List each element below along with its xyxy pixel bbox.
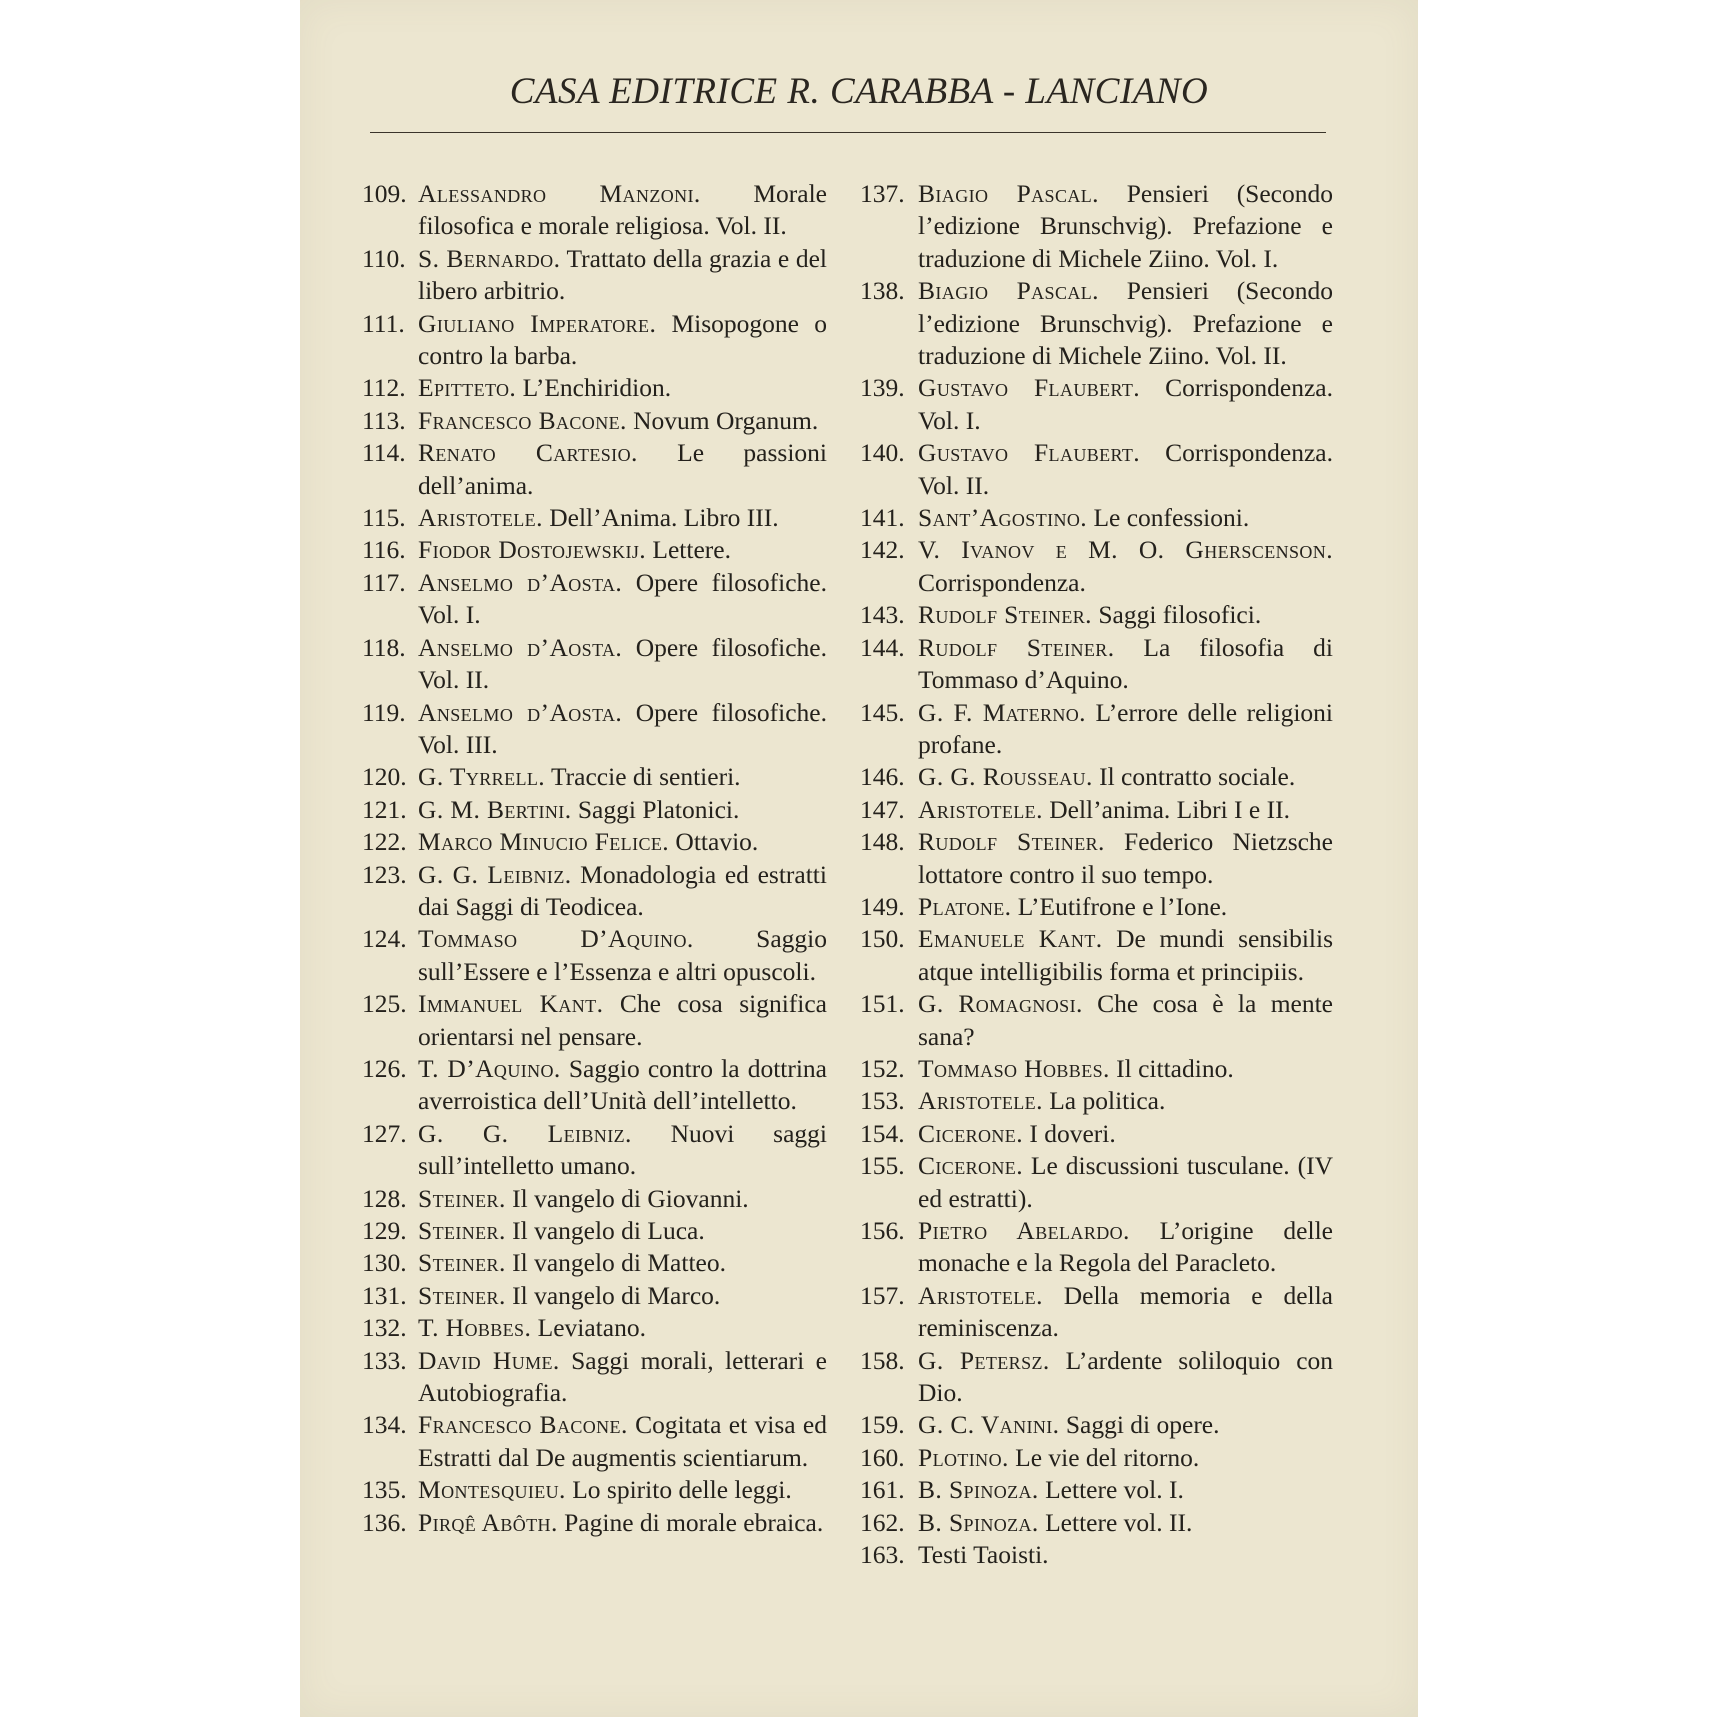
entry-number: 149. — [860, 891, 905, 921]
catalog-entry — [362, 308, 827, 373]
catalog-entry — [362, 567, 827, 632]
entry-author: Immanuel Kant. — [418, 989, 604, 1019]
entry-author: Rudolf Steiner. — [918, 600, 1092, 630]
entry-number: 154. — [860, 1118, 905, 1148]
entry-title: Lo spirito delle leggi. — [572, 1475, 792, 1505]
entry-author: Giuliano Imperatore. — [418, 308, 657, 338]
entry-number: 128. — [362, 1183, 407, 1213]
catalog-entry — [860, 178, 1333, 275]
entry-text — [418, 1247, 827, 1279]
entry-title: Il cittadino. — [1116, 1053, 1234, 1083]
entry-title: Testi Taoisti. — [918, 1540, 1049, 1570]
entry-author: Biagio Pascal. — [918, 179, 1099, 208]
entry-title: Le vie del ritorno. — [1015, 1442, 1200, 1472]
entry-number: 110. — [362, 243, 406, 273]
entry-text — [918, 502, 1333, 534]
entry-text — [418, 178, 827, 243]
catalog-entry — [860, 697, 1333, 762]
entry-author: G. F. Materno. — [918, 697, 1086, 727]
entry-author: Steiner. — [418, 1248, 506, 1278]
entry-number: 112. — [362, 373, 406, 403]
entry-author: Cicerone. — [918, 1118, 1023, 1148]
catalog-entry — [362, 1053, 827, 1118]
entry-title: La filosofia di Tommaso d’Aquino. — [918, 632, 1333, 695]
entry-number: 163. — [860, 1540, 905, 1570]
entry-author: G. G. Leibniz. — [418, 1118, 632, 1148]
entry-text — [418, 308, 827, 373]
entry-title: Che cosa significa orientarsi nel pensare. — [418, 989, 827, 1051]
catalog-entry — [362, 1312, 827, 1344]
entry-number: 134. — [362, 1410, 407, 1440]
entry-title: Il vangelo di Marco. — [512, 1280, 721, 1310]
entry-text — [418, 567, 827, 632]
entry-title: Saggi Platonici. — [577, 794, 740, 824]
catalog-list-right — [860, 178, 1333, 1571]
catalog-entry — [362, 534, 827, 566]
entry-number: 146. — [860, 762, 905, 792]
entry-number: 117. — [362, 567, 406, 597]
entry-number: 153. — [860, 1086, 905, 1116]
entry-number: 109. — [362, 179, 407, 208]
entry-number: 124. — [362, 924, 407, 954]
entry-text — [918, 1345, 1333, 1410]
entry-title: La politica. — [1049, 1086, 1166, 1116]
catalog-entry — [860, 599, 1333, 631]
entry-title: Novum Organum. — [633, 405, 819, 435]
catalog-entry — [860, 1539, 1333, 1571]
entry-number: 142. — [860, 535, 905, 565]
entry-text — [918, 1442, 1333, 1474]
entry-text — [418, 761, 827, 793]
catalog-entry — [362, 1247, 827, 1279]
entry-number: 131. — [362, 1280, 407, 1310]
entry-author: B. Spinoza. — [918, 1507, 1039, 1537]
entry-text — [918, 697, 1333, 762]
entry-title: Le passioni dell’anima. — [418, 438, 827, 500]
entry-number: 141. — [860, 503, 905, 533]
entry-number: 113. — [362, 405, 406, 435]
catalog-entry — [362, 826, 827, 858]
entry-number: 148. — [860, 827, 905, 857]
entry-text — [918, 923, 1333, 988]
entry-author: Emanuele Kant. — [918, 924, 1103, 954]
entry-title: De mundi sensibilis atque intelligibilis forma et principiis. — [918, 924, 1333, 986]
catalog-entry — [860, 1215, 1333, 1280]
catalog-entry — [362, 1280, 827, 1312]
entry-author: G. G. Leibniz. — [418, 859, 572, 889]
entry-text — [418, 534, 827, 566]
entry-author: V. Ivanov e M. O. Gherscenson. — [918, 535, 1333, 565]
entry-author: Steiner. — [418, 1183, 506, 1213]
entry-text — [918, 1280, 1333, 1345]
entry-text — [418, 1507, 827, 1539]
catalog-entry — [860, 437, 1333, 502]
entry-title: Pagine di morale ebraica. — [564, 1507, 824, 1537]
entry-author: Marco Minucio Felice. — [418, 827, 670, 857]
entry-title: Lettere. — [652, 535, 731, 565]
catalog-entry — [860, 794, 1333, 826]
entry-title: Nuovi saggi sull’intelletto umano. — [418, 1118, 827, 1181]
entry-author: Platone. — [918, 891, 1012, 921]
entry-author: G. Tyrrell. — [418, 762, 546, 792]
entry-text — [418, 437, 827, 502]
catalog-entry — [362, 794, 827, 826]
entry-number: 151. — [860, 989, 905, 1019]
entry-number: 158. — [860, 1345, 905, 1375]
entry-text — [918, 1474, 1333, 1506]
catalog-entry — [362, 923, 827, 988]
catalog-entry — [860, 534, 1333, 599]
entry-title: Saggio sull’Essere e l’Essenza e altri opuscoli. — [418, 924, 827, 986]
entry-author: G. G. Rousseau. — [918, 762, 1093, 792]
catalog-list-left — [362, 178, 827, 1539]
catalog-column-left — [362, 178, 827, 1539]
catalog-entry — [362, 502, 827, 534]
entry-number: 144. — [860, 632, 905, 662]
entry-title: Lettere vol. I. — [1045, 1475, 1184, 1505]
catalog-entry — [362, 1118, 827, 1183]
entry-number: 126. — [362, 1053, 407, 1083]
catalog-entry — [362, 761, 827, 793]
entry-title: Le confessioni. — [1093, 503, 1250, 533]
entry-text — [418, 372, 827, 404]
entry-text — [918, 1150, 1333, 1215]
entry-number: 122. — [362, 827, 407, 857]
catalog-entry — [860, 988, 1333, 1053]
catalog-entry — [362, 1183, 827, 1215]
entry-number: 150. — [860, 924, 905, 954]
entry-number: 130. — [362, 1248, 407, 1278]
entry-text — [418, 243, 827, 308]
entry-title: Morale filosofica e morale religiosa. Vol. II. — [418, 179, 827, 241]
entry-author: T. Hobbes. — [418, 1313, 532, 1343]
entry-number: 123. — [362, 859, 407, 889]
entry-number: 116. — [362, 535, 406, 565]
catalog-entry — [860, 891, 1333, 923]
entry-number: 135. — [362, 1475, 407, 1505]
entry-author: G. Romagnosi. — [918, 989, 1083, 1019]
entry-author: Montesquieu. — [418, 1475, 566, 1505]
entry-text — [418, 405, 827, 437]
entry-number: 162. — [860, 1507, 905, 1537]
entry-number: 138. — [860, 276, 905, 306]
catalog-entry — [362, 697, 827, 762]
entry-author: Steiner. — [418, 1216, 506, 1245]
entry-title: L’Enchiridion. — [522, 373, 672, 403]
catalog-entry — [860, 1085, 1333, 1117]
entry-number: 147. — [860, 794, 905, 824]
entry-title: L’ardente soliloquio con Dio. — [918, 1345, 1334, 1408]
entry-title: Opere filosofiche. Vol. II. — [418, 632, 828, 695]
entry-author: Alessandro Manzoni. — [418, 179, 701, 208]
entry-author: Francesco Bacone. — [418, 1410, 628, 1440]
entry-number: 118. — [362, 632, 406, 662]
entry-title: Ottavio. — [675, 827, 759, 857]
catalog-entry — [362, 372, 827, 404]
entry-text — [418, 923, 827, 988]
catalog-entry — [362, 632, 827, 697]
entry-number: 133. — [362, 1345, 407, 1375]
entry-text — [918, 599, 1333, 631]
entry-author: Anselmo d’Aosta. — [418, 632, 623, 662]
entry-text — [918, 437, 1333, 502]
entry-title: L’origine delle monache e la Regola del Paracleto. — [918, 1216, 1333, 1278]
entry-author: Epitteto. — [418, 373, 517, 403]
entry-title: Lettere vol. II. — [1045, 1507, 1193, 1537]
entry-title: L’errore delle religioni profane. — [918, 697, 1333, 759]
entry-title: Misopogone o contro la barba. — [418, 308, 827, 371]
entry-author: Steiner. — [418, 1280, 506, 1310]
catalog-entry — [860, 1409, 1333, 1441]
entry-text — [418, 988, 827, 1053]
entry-title: Opere filosofiche. Vol. I. — [418, 567, 828, 630]
entry-author: Sant’Agostino. — [918, 503, 1088, 533]
entry-author: David Hume. — [418, 1345, 560, 1375]
entry-title: Corrispondenza. Vol. II. — [918, 438, 1333, 500]
entry-title: Il contratto sociale. — [1099, 762, 1296, 792]
entry-number: 139. — [860, 373, 905, 403]
entry-title: Corrispondenza. — [918, 567, 1086, 597]
entry-text — [918, 1118, 1333, 1150]
entry-text — [918, 372, 1333, 437]
entry-author: Fiodor Dostojewskij. — [418, 535, 647, 565]
entry-text — [918, 794, 1333, 826]
entry-text — [918, 632, 1333, 697]
entry-number: 157. — [860, 1280, 905, 1310]
catalog-entry — [860, 502, 1333, 534]
entry-text — [418, 1183, 827, 1215]
entry-author: Aristotele. — [918, 1086, 1043, 1116]
entry-author: Aristotele. — [418, 503, 543, 533]
catalog-entry — [860, 826, 1333, 891]
entry-number: 127. — [362, 1118, 407, 1148]
entry-author: G. M. Bertini. — [418, 794, 572, 824]
entry-title: Cogitata et visa ed Estratti dal De augmentis scientiarum. — [418, 1410, 828, 1472]
entry-author: S. Bernardo. — [418, 243, 561, 273]
entry-author: Tommaso Hobbes. — [918, 1053, 1110, 1083]
entry-title: Traccie di sentieri. — [550, 762, 741, 792]
header-divider — [370, 132, 1326, 133]
entry-author: Rudolf Steiner. — [918, 632, 1115, 662]
catalog-entry — [860, 372, 1333, 437]
entry-text — [918, 534, 1333, 599]
entry-title: Corrispondenza. Vol. I. — [918, 373, 1333, 435]
entry-author: Francesco Bacone. — [418, 405, 627, 435]
entry-title: Saggi filosofici. — [1098, 600, 1262, 630]
entry-text — [918, 988, 1333, 1053]
entry-title: Pensieri (Secondo l’edizione Brunschvig). Prefazione e traduzione di Michele Ziino. Vol. I. — [918, 179, 1333, 273]
catalog-entry — [362, 1409, 827, 1474]
entry-text — [918, 1507, 1333, 1539]
entry-text — [418, 1280, 827, 1312]
entry-number: 145. — [860, 697, 905, 727]
entry-author: Gustavo Flaubert. — [918, 373, 1141, 403]
entry-text — [918, 178, 1333, 275]
catalog-entry — [860, 1442, 1333, 1474]
entry-text — [918, 1085, 1333, 1117]
entry-title: Il vangelo di Giovanni. — [512, 1183, 749, 1213]
entry-number: 159. — [860, 1410, 905, 1440]
entry-text — [418, 1215, 827, 1247]
entry-text — [418, 1345, 827, 1410]
publisher-header: CASA EDITRICE R. CARABBA - LANCIANO — [509, 71, 1209, 112]
catalog-entry — [860, 761, 1333, 793]
entry-number: 161. — [860, 1475, 905, 1505]
entry-author: Anselmo d’Aosta. — [418, 567, 623, 597]
entry-title: Opere filosofiche. Vol. III. — [418, 697, 828, 759]
entry-text — [918, 826, 1333, 891]
catalog-entry — [860, 1474, 1333, 1506]
entry-number: 121. — [362, 794, 407, 824]
entry-text — [418, 1118, 827, 1183]
entry-title: Monadologia ed estratti dai Saggi di Teodicea. — [418, 859, 827, 921]
entry-number: 129. — [362, 1216, 407, 1245]
entry-text — [418, 826, 827, 858]
entry-text — [418, 632, 827, 697]
entry-author: G. Petersz. — [918, 1345, 1050, 1375]
catalog-entry — [860, 1118, 1333, 1150]
entry-number: 152. — [860, 1053, 905, 1083]
entry-text — [918, 1409, 1333, 1441]
entry-author: Renato Cartesio. — [418, 438, 638, 468]
entry-title: Le discussioni tusculane. (IV ed estratti). — [918, 1151, 1334, 1213]
entry-text — [418, 1409, 827, 1474]
entry-number: 115. — [362, 503, 406, 533]
entry-author: Gustavo Flaubert. — [918, 438, 1141, 468]
entry-number: 114. — [362, 438, 406, 468]
entry-number: 155. — [860, 1151, 905, 1181]
entry-text — [418, 859, 827, 924]
entry-author: Pietro Abelardo. — [918, 1216, 1130, 1245]
catalog-entry — [362, 243, 827, 308]
entry-author: Rudolf Steiner. — [918, 827, 1105, 857]
entry-number: 111. — [362, 308, 405, 338]
entry-author: Tommaso D’Aquino. — [418, 924, 694, 954]
entry-title: Dell’Anima. Libro III. — [549, 503, 779, 533]
catalog-entry — [860, 923, 1333, 988]
entry-author: T. D’Aquino. — [418, 1053, 561, 1083]
entry-title: Saggio contro la dottrina averroistica dell’Unità dell’intelletto. — [418, 1053, 828, 1116]
entry-title: Leviatano. — [537, 1313, 646, 1343]
catalog-entry — [362, 988, 827, 1053]
catalog-column-right — [860, 178, 1333, 1571]
entry-author: Aristotele. — [918, 794, 1043, 824]
entry-text — [418, 1474, 827, 1506]
catalog-entry — [362, 178, 827, 243]
entry-text — [418, 502, 827, 534]
entry-title: Trattato della grazia e del libero arbitrio. — [418, 243, 827, 306]
catalog-entry — [860, 1507, 1333, 1539]
entry-text — [418, 1053, 827, 1118]
entry-number: 160. — [860, 1442, 905, 1472]
entry-text — [418, 794, 827, 826]
catalog-entry — [860, 1150, 1333, 1215]
entry-author: Biagio Pascal. — [918, 276, 1099, 306]
entry-title: Saggi di opere. — [1065, 1410, 1220, 1440]
entry-text — [918, 891, 1333, 923]
entry-text — [918, 1215, 1333, 1280]
entry-title: Pensieri (Secondo l’edizione Brunschvig). Prefazione e traduzione di Michele Ziino. Vol. II. — [918, 276, 1333, 371]
entry-author: Plotino. — [918, 1442, 1009, 1472]
catalog-entry — [362, 1507, 827, 1539]
entry-number: 137. — [860, 179, 905, 208]
entry-title: Il vangelo di Luca. — [512, 1216, 705, 1245]
entry-text — [918, 1539, 1333, 1571]
catalog-entry — [362, 1215, 827, 1247]
entry-text — [918, 1053, 1333, 1085]
entry-number: 125. — [362, 989, 407, 1019]
catalog-entry — [362, 859, 827, 924]
entry-number: 136. — [362, 1507, 407, 1537]
entry-title: Della memoria e della reminiscenza. — [918, 1280, 1334, 1343]
catalog-entry — [860, 1280, 1333, 1345]
entry-text — [418, 697, 827, 762]
entry-title: Federico Nietzsche lottatore contro il suo tempo. — [918, 827, 1334, 889]
entry-title: Che cosa è la mente sana? — [918, 989, 1333, 1051]
catalog-page — [300, 0, 1418, 1717]
entry-number: 156. — [860, 1216, 905, 1245]
entry-number: 120. — [362, 762, 407, 792]
entry-title: Il vangelo di Matteo. — [512, 1248, 726, 1278]
entry-title: Dell’anima. Libri I e II. — [1049, 794, 1290, 824]
entry-title: Saggi morali, letterari e Autobiografia. — [418, 1345, 827, 1408]
catalog-entry — [860, 275, 1333, 372]
entry-number: 143. — [860, 600, 905, 630]
entry-number: 119. — [362, 697, 406, 727]
catalog-entry — [860, 1053, 1333, 1085]
entry-author: G. C. Vanini. — [918, 1410, 1060, 1440]
catalog-entry — [860, 1345, 1333, 1410]
catalog-entry — [362, 405, 827, 437]
entry-author: Cicerone. — [918, 1151, 1023, 1181]
catalog-entry — [362, 437, 827, 502]
entry-author: Pirqê Abôth. — [418, 1507, 558, 1537]
entry-text — [918, 761, 1333, 793]
entry-text — [418, 1312, 827, 1344]
entry-author: Aristotele. — [918, 1280, 1043, 1310]
catalog-entry — [362, 1345, 827, 1410]
entry-author: B. Spinoza. — [918, 1475, 1039, 1505]
catalog-entry — [362, 1474, 827, 1506]
entry-author: Anselmo d’Aosta. — [418, 697, 623, 727]
entry-number: 140. — [860, 438, 905, 468]
entry-text — [918, 275, 1333, 372]
catalog-entry — [860, 632, 1333, 697]
entry-title: I doveri. — [1029, 1118, 1116, 1148]
entry-number: 132. — [362, 1313, 407, 1343]
entry-title: L’Eutifrone e l’Ione. — [1017, 891, 1228, 921]
